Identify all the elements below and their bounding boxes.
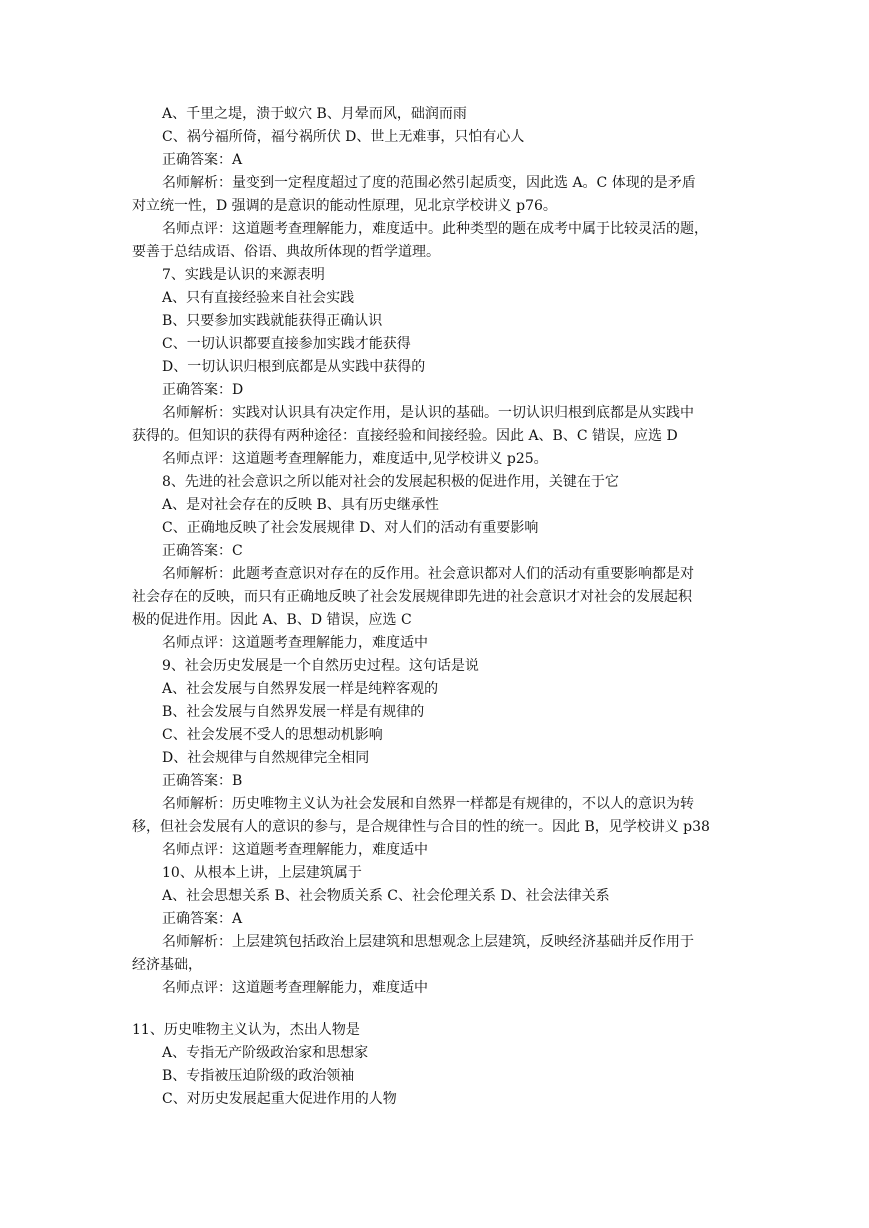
analysis-line: 名师解析：此题考查意识对存在的反作用。社会意识都对人们的活动有重要影响都是对: [162, 566, 694, 582]
answer-line: 正确答案：D: [162, 382, 244, 398]
option-line: C、正确地反映了社会发展规律 D、对人们的活动有重要影响: [162, 520, 539, 536]
option-line: A、专指无产阶级政治家和思想家: [162, 1045, 369, 1061]
option-line: D、一切认识归根到底都是从实践中获得的: [162, 359, 426, 375]
comment-line: 名师点评：这道题考查理解能力，难度适中: [162, 635, 428, 651]
option-line: C、一切认识都要直接参加实践才能获得: [162, 336, 411, 352]
question-9: 9、社会历史发展是一个自然历史过程。这句话是说: [162, 658, 479, 674]
analysis-line: 移，但社会发展有人的意识的参与，是合规律性与合目的性的统一。因此 B，见学校讲义 p38: [132, 819, 710, 835]
question-7: 7、实践是认识的来源表明: [162, 267, 325, 283]
answer-line: 正确答案：A: [162, 152, 243, 168]
comment-line: 名师点评：这道题考查理解能力，难度适中。此种类型的题在成考中属于比较灵活的题，: [162, 221, 708, 237]
option-line: B、专指被压迫阶级的政治领袖: [162, 1068, 355, 1084]
option-line: A、只有直接经验来自社会实践: [162, 290, 355, 306]
analysis-line: 社会存在的反映，而只有正确地反映了社会发展规律即先进的社会意识才对社会的发展起积: [132, 589, 692, 605]
analysis-line: 极的促进作用。因此 A、B、D 错误，应选 C: [132, 612, 412, 628]
analysis-line: 名师解析：实践对认识具有决定作用，是认识的基础。一切认识归根到底都是从实践中: [162, 405, 694, 421]
analysis-line: 对立统一性，D 强调的是意识的能动性原理，见北京学校讲义 p76。: [132, 198, 557, 214]
analysis-line: 获得的。但知识的获得有两种途径：直接经验和间接经验。因此 A、B、C 错误，应选 D: [132, 428, 678, 444]
answer-line: 正确答案：B: [162, 773, 243, 789]
question-8: 8、先进的社会意识之所以能对社会的发展起积极的促进作用，关键在于它: [162, 474, 619, 490]
option-line: A、是对社会存在的反映 B、具有历史继承性: [162, 497, 439, 513]
answer-line: 正确答案：A: [162, 911, 243, 927]
option-line: B、只要参加实践就能获得正确认识: [162, 313, 383, 329]
comment-line: 名师点评：这道题考查理解能力，难度适中: [162, 980, 428, 996]
option-line: C、祸兮福所倚，福兮祸所伏 D、世上无难事，只怕有心人: [162, 129, 525, 145]
question-10: 10、从根本上讲，上层建筑属于: [162, 865, 362, 881]
analysis-line: 名师解析：上层建筑包括政治上层建筑和思想观念上层建筑，反映经济基础并反作用于: [162, 934, 694, 950]
answer-line: 正确答案：C: [162, 543, 243, 559]
comment-line: 名师点评：这道题考查理解能力，难度适中: [162, 842, 428, 858]
question-11: 11、历史唯物主义认为，杰出人物是: [132, 1022, 360, 1038]
analysis-line: 经济基础，: [132, 957, 202, 973]
comment-line: 名师点评：这道题考查理解能力，难度适中,见学校讲义 p25。: [162, 451, 548, 467]
option-line: A、社会发展与自然界发展一样是纯粹客观的: [162, 681, 439, 697]
option-line: C、对历史发展起重大促进作用的人物: [162, 1091, 397, 1107]
option-line: A、社会思想关系 B、社会物质关系 C、社会伦理关系 D、社会法律关系: [162, 888, 610, 904]
analysis-line: 名师解析：量变到一定程度超过了度的范围必然引起质变，因此选 A。C 体现的是矛盾: [162, 175, 696, 191]
option-line: B、社会发展与自然界发展一样是有规律的: [162, 704, 425, 720]
option-line: C、社会发展不受人的思想动机影响: [162, 727, 383, 743]
analysis-line: 名师解析：历史唯物主义认为社会发展和自然界一样都是有规律的，不以人的意识为转: [162, 796, 694, 812]
comment-line: 要善于总结成语、俗语、典故所体现的哲学道理。: [132, 244, 440, 260]
option-line: A、千里之堤，溃于蚁穴 B、月晕而风，础润而雨: [162, 106, 467, 122]
option-line: D、社会规律与自然规律完全相同: [162, 750, 370, 766]
